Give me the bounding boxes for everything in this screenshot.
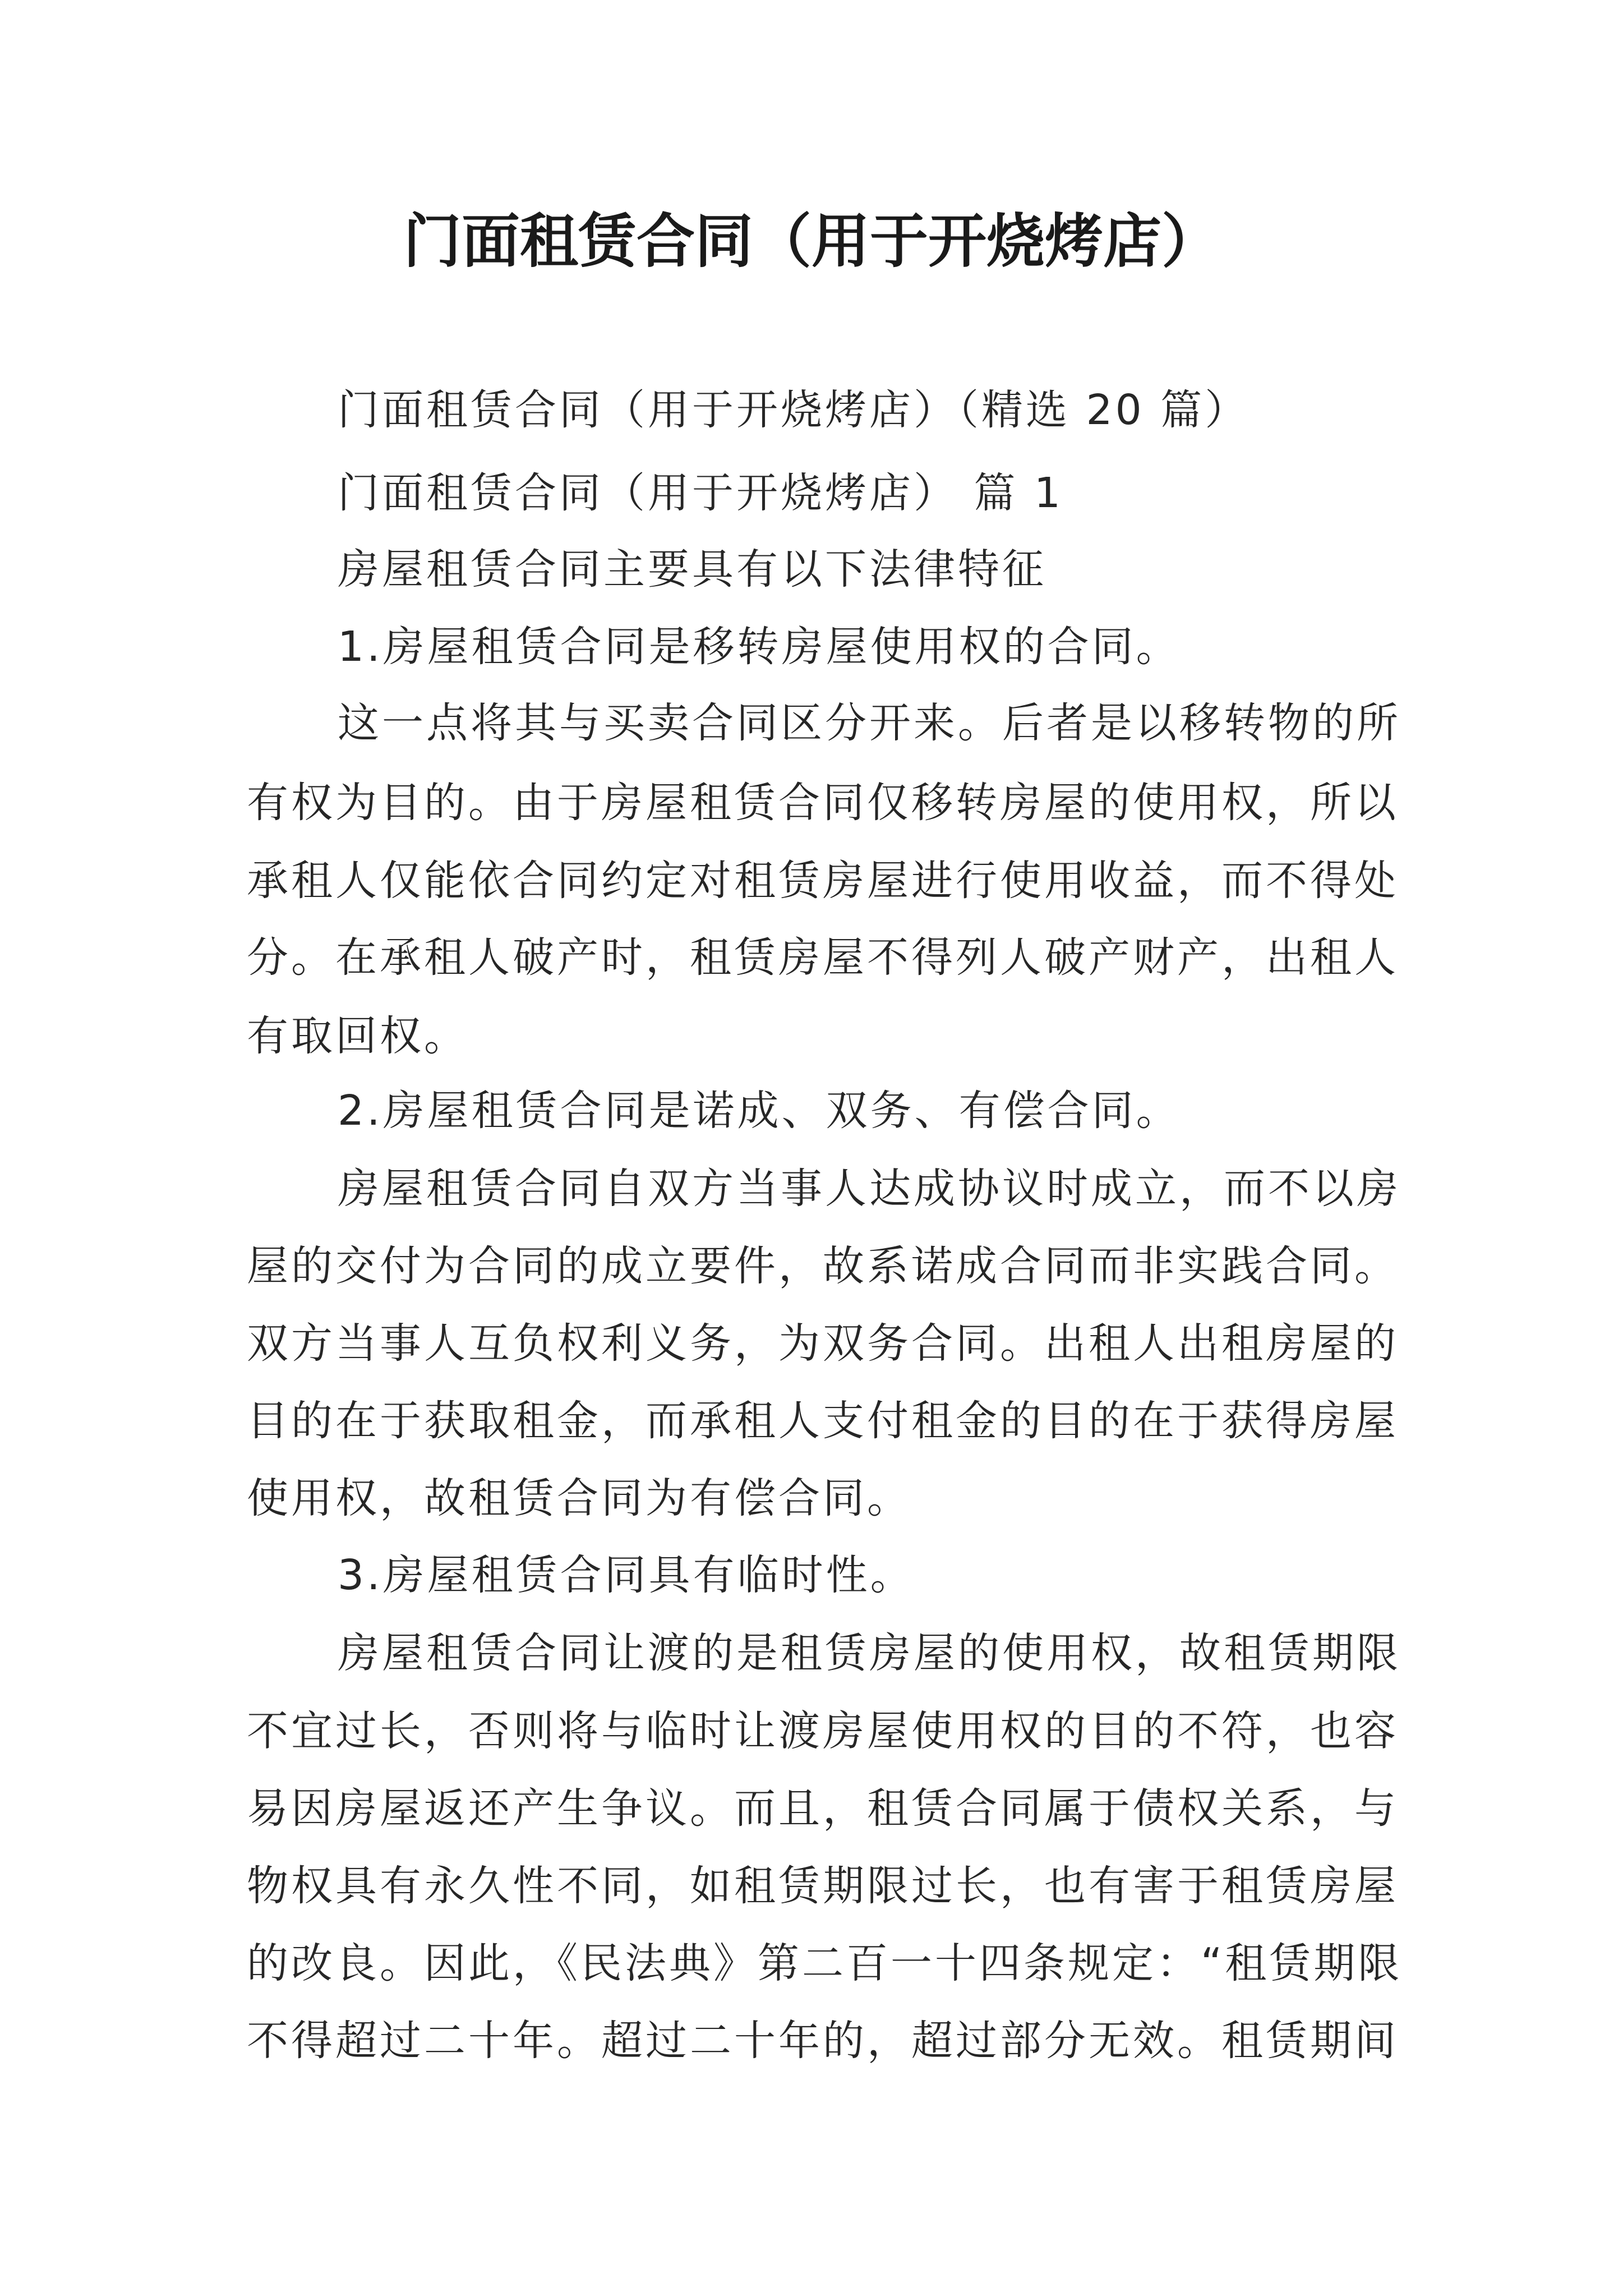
body-line: 的改良。因此，《民法典》第二百一十四条规定：“租赁期限 [247,1939,1403,1987]
body-line: 不得超过二十年。超过二十年的，超过部分无效。租赁期间 [247,2017,1399,2065]
body-line: 房屋租赁合同让渡的是租赁房屋的使用权，故租赁期限 [338,1629,1401,1677]
body-line: 屋的交付为合同的成立要件，故系诺成合同而非实践合同。 [247,1242,1399,1290]
body-line: 目的在于获取租金，而承租人支付租金的目的在于获得房屋 [247,1397,1399,1445]
body-line: 有取回权。 [247,1012,468,1060]
body-line: 有权为目的。由于房屋租赁合同仅移转房屋的使用权，所以 [247,779,1399,827]
body-line: 3.房屋租赁合同具有临时性。 [338,1551,915,1599]
body-line: 使用权，故租赁合同为有偿合同。 [247,1474,911,1522]
body-line: 房屋租赁合同主要具有以下法律特征 [338,545,1046,593]
body-line: 不宜过长，否则将与临时让渡房屋使用权的目的不符，也容 [247,1707,1399,1755]
body-line: 分。在承租人破产时，租赁房屋不得列人破产财产，出租人 [247,933,1399,982]
body-line: 物权具有永久性不同，如租赁期限过长，也有害于租赁房屋 [247,1862,1399,1910]
body-line: 门面租赁合同（用于开烧烤店）（精选 20 篇） [338,386,1249,434]
body-line: 双方当事人互负权利义务，为双务合同。出租人出租房屋的 [247,1319,1399,1368]
body-line: 承租人仅能依合同约定对租赁房屋进行使用收益，而不得处 [247,857,1399,905]
document-title: 门面租赁合同（用于开烧烤店） [403,206,1220,275]
body-line: 门面租赁合同（用于开烧烤店） 篇 1 [338,469,1064,517]
body-line: 1.房屋租赁合同是移转房屋使用权的合同。 [338,623,1181,671]
body-line: 2.房屋租赁合同是诺成、双务、有偿合同。 [338,1087,1181,1135]
body-line: 这一点将其与买卖合同区分开来。后者是以移转物的所 [338,699,1401,747]
body-line: 易因房屋返还产生争议。而且，租赁合同属于债权关系，与 [247,1784,1399,1833]
body-line: 房屋租赁合同自双方当事人达成协议时成立，而不以房 [338,1165,1401,1213]
